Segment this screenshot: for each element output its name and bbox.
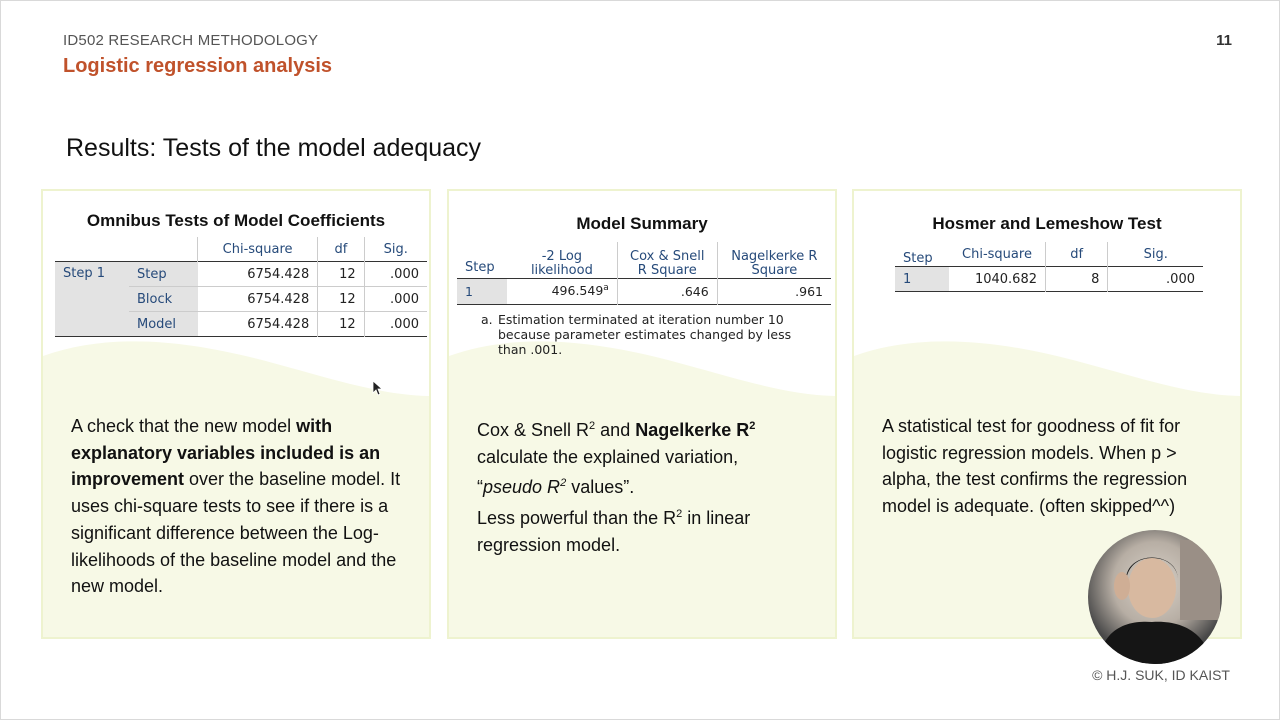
row-label: Block bbox=[129, 287, 198, 312]
table-cell: 6754.428 bbox=[247, 291, 310, 307]
superscript: 2 bbox=[749, 420, 756, 432]
table-cell: .000 bbox=[364, 262, 427, 287]
table-cell: .961 bbox=[717, 278, 831, 304]
table-cell: .000 bbox=[364, 287, 427, 312]
slide-heading: Results: Tests of the model adequacy bbox=[66, 134, 482, 162]
ll-value: 496.549 bbox=[551, 283, 604, 299]
desc-text: Less powerful than the R bbox=[477, 508, 677, 529]
col-header: Step bbox=[465, 259, 495, 275]
hosmer-description: A statistical test for goodness of fit for logistic regression models. When p > alpha, the test confirms the regression model is adequate. (often skipped^^) bbox=[882, 416, 1188, 517]
col-header: Chi-square bbox=[198, 237, 318, 262]
table-cell: .000 bbox=[1108, 267, 1203, 292]
desc-text: “ bbox=[477, 477, 483, 498]
table-row bbox=[55, 262, 427, 287]
table-cell: .646 bbox=[617, 278, 717, 304]
row-label: 1 bbox=[895, 267, 949, 292]
row-label: Step bbox=[129, 262, 198, 287]
desc-text: in linear regression model. bbox=[477, 508, 751, 555]
table-header-row bbox=[55, 237, 427, 262]
col-header: -2 Log likelihood bbox=[530, 248, 593, 278]
col-header: Step bbox=[903, 251, 933, 266]
superscript: 2 bbox=[560, 477, 567, 490]
col-header: Sig. bbox=[1108, 242, 1203, 267]
desc-text: Cox & Snell R bbox=[477, 420, 590, 440]
table-cell: 1040.682 bbox=[974, 271, 1037, 287]
table-cell: 8 bbox=[1046, 267, 1108, 292]
table-cell bbox=[507, 278, 617, 304]
desc-text: calculate the explained variation, bbox=[477, 446, 739, 467]
model-summary-description bbox=[477, 413, 822, 559]
omnibus-description bbox=[71, 413, 416, 600]
model-summary-card bbox=[447, 189, 837, 639]
desc-bold-text: with explanatory variables included is an improvement bbox=[71, 416, 381, 490]
course-title: ID502 RESEARCH METHODOLOGY bbox=[63, 32, 319, 49]
table-cell: .000 bbox=[364, 312, 427, 337]
omnibus-title: Omnibus Tests of Model Coefficients bbox=[86, 211, 386, 230]
page-number: 11 bbox=[1216, 32, 1232, 49]
footnote-marker: a bbox=[603, 283, 609, 294]
col-header: df bbox=[1046, 242, 1108, 267]
copyright-text: © H.J. SUK, ID KAIST bbox=[1092, 667, 1230, 683]
table-footnote: Estimation terminated at iteration number 10 because parameter estimates changed by less than .001. bbox=[498, 312, 792, 357]
omnibus-card bbox=[41, 189, 431, 639]
col-header: Cox & Snell R Square bbox=[617, 242, 717, 278]
desc-text: values”. bbox=[566, 477, 635, 498]
row-label: 1 bbox=[457, 278, 507, 304]
mouse-cursor-icon bbox=[372, 380, 384, 396]
desc-bold-text: Nagelkerke R bbox=[635, 420, 750, 440]
model-summary-title: Model Summary bbox=[576, 214, 708, 233]
row-group-label: Step 1 bbox=[55, 262, 129, 337]
table-cell: 6754.428 bbox=[247, 316, 310, 332]
presenter-silhouette-icon bbox=[1088, 530, 1222, 664]
table-row bbox=[895, 267, 1203, 292]
desc-text: over the baseline model. It uses chi-square tests to see if there is a significant difference between the Log-likelihoods of the baseline model and the new model. bbox=[71, 469, 401, 597]
model-summary-table bbox=[457, 242, 831, 305]
table-row bbox=[457, 278, 831, 304]
table-cell: 12 bbox=[318, 312, 364, 337]
row-label: Model bbox=[129, 312, 198, 337]
hosmer-title: Hosmer and Lemeshow Test bbox=[932, 214, 1162, 233]
desc-text: A check that the new model bbox=[71, 416, 297, 436]
table-cell: 12 bbox=[318, 262, 364, 287]
table-cell: 6754.428 bbox=[247, 266, 310, 282]
desc-italic-text: pseudo R bbox=[483, 477, 561, 498]
desc-text: and bbox=[595, 420, 636, 440]
col-header: df bbox=[318, 237, 364, 262]
superscript: 2 bbox=[589, 420, 596, 432]
table-header-row bbox=[457, 242, 831, 278]
table-header-row bbox=[895, 242, 1203, 267]
table-footnote-letter: a. bbox=[481, 312, 493, 327]
col-header: Nagelkerke R Square bbox=[717, 242, 831, 278]
superscript: 2 bbox=[676, 508, 683, 521]
topic-title: Logistic regression analysis bbox=[63, 55, 332, 77]
col-header: Sig. bbox=[364, 237, 427, 262]
col-header: Chi-square bbox=[962, 246, 1032, 262]
table-cell: 12 bbox=[318, 287, 364, 312]
omnibus-table bbox=[55, 237, 427, 337]
presenter-webcam bbox=[1088, 530, 1222, 664]
hosmer-table bbox=[895, 242, 1203, 292]
